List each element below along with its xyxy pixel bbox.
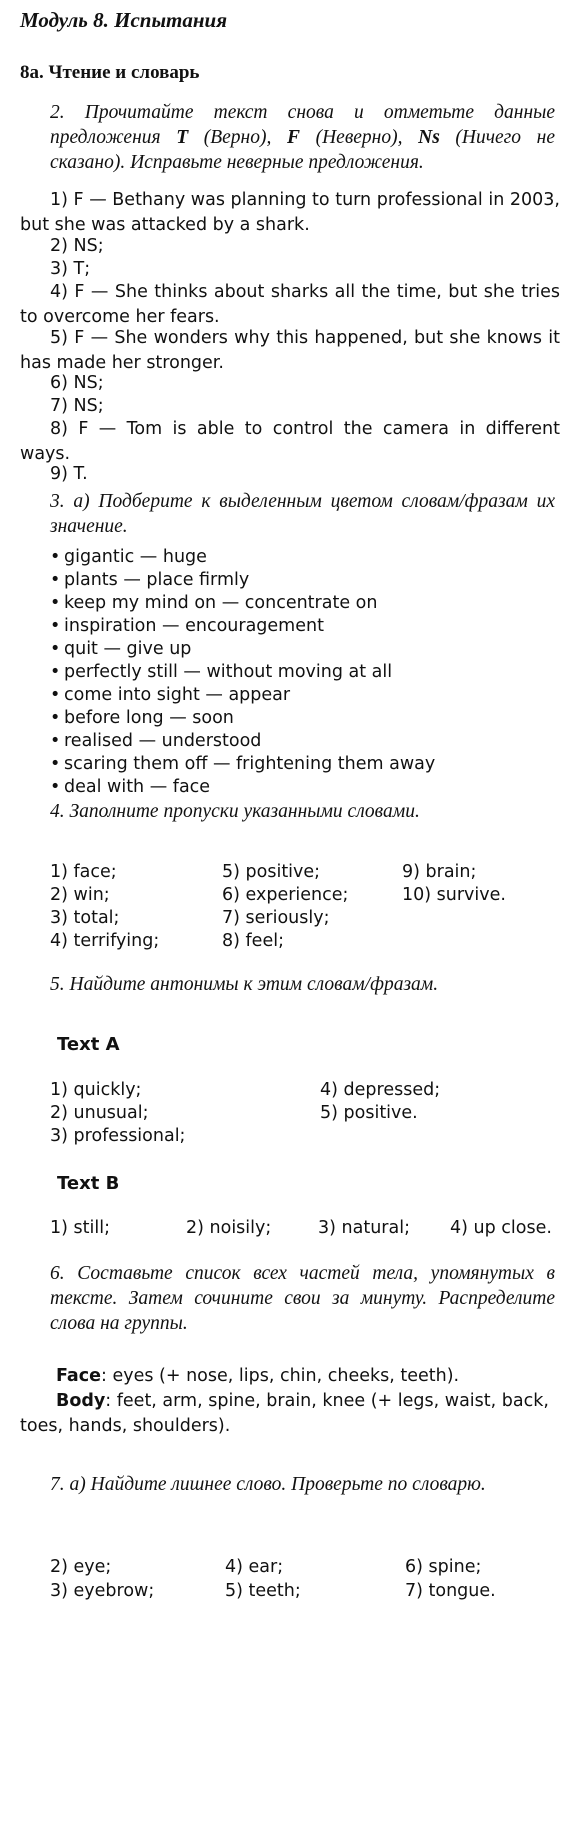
task4-answer: 9) brain; <box>402 862 477 882</box>
text-b-answer: 1) still; <box>50 1218 110 1238</box>
task4-answer: 5) positive; <box>222 862 321 882</box>
task7-answer: 6) spine; <box>405 1557 482 1577</box>
module-title: Модуль 8. Испытания <box>20 8 228 32</box>
text-a-answer: 3) professional; <box>50 1126 186 1146</box>
task4-answer: 10) survive. <box>402 885 506 905</box>
task7-answer: 7) tongue. <box>405 1581 496 1601</box>
section-title: 8а. Чтение и словарь <box>20 62 200 83</box>
task3-item: • come into sight — appear <box>50 685 290 705</box>
task4-answer: 2) win; <box>50 885 110 905</box>
task4-answer: 6) experience; <box>222 885 349 905</box>
task4-heading: 4. Заполните пропуски указанными словами. <box>50 801 420 822</box>
task2-answer: 4) F — She thinks about sharks all the time, but she tries to overcome her fears. <box>20 282 560 327</box>
text-a-answer: 4) depressed; <box>320 1080 441 1100</box>
text-b-answer: 4) up close. <box>450 1218 552 1238</box>
task7-heading: 7. а) Найдите лишнее слово. Проверьте по словарю. <box>50 1474 486 1495</box>
task2-heading: 2. Прочитайте текст снова и отметьте данные предложения T (Верно), F (Неверно), Ns (Ничего не сказано). Исправьте неверные предложения. <box>50 102 555 173</box>
task3-item: • scaring them off — frightening them away <box>50 754 435 774</box>
task3-item: • keep my mind on — concentrate on <box>50 593 377 613</box>
text-b-label: Text B <box>57 1173 120 1194</box>
text-a-answer: 2) unusual; <box>50 1103 149 1123</box>
task3-item: • deal with — face <box>50 777 210 797</box>
task3-item: • before long — soon <box>50 708 234 728</box>
task2-answer: 1) F — Bethany was planning to turn professional in 2003, but she was attacked by a shark. <box>20 190 560 235</box>
task3-item: • plants — place firmly <box>50 570 249 590</box>
task7-answer: 2) eye; <box>50 1557 112 1577</box>
task3-item: • inspiration — encouragement <box>50 616 324 636</box>
task2-answer: 8) F — Tom is able to control the camera in different ways. <box>20 419 560 464</box>
task4-answer: 4) terrifying; <box>50 931 160 951</box>
task4-answer: 1) face; <box>50 862 117 882</box>
task6-heading: 6. Составьте список всех частей тела, упомянутых в тексте. Затем сочините свои за минуту. Распределите слова на группы. <box>50 1263 555 1334</box>
task2-answer: 3) T; <box>50 259 91 279</box>
task2-answer: 7) NS; <box>50 396 104 416</box>
task4-answer: 8) feel; <box>222 931 284 951</box>
task6-body: Body: feet, arm, spine, brain, knee (+ legs, waist, back, toes, hands, shoulders). <box>20 1391 549 1436</box>
text-b-answer: 2) noisily; <box>186 1218 272 1238</box>
task3-heading: 3. а) Подберите к выделенным цветом словам/фразам их значение. <box>50 491 555 537</box>
task3-item: • gigantic — huge <box>50 547 207 567</box>
task4-answer: 7) seriously; <box>222 908 330 928</box>
text-a-answer: 1) quickly; <box>50 1080 142 1100</box>
task7-answer: 4) ear; <box>225 1557 284 1577</box>
task2-answer: 2) NS; <box>50 236 104 256</box>
task2-answer: 6) NS; <box>50 373 104 393</box>
text-a-label: Text A <box>57 1034 120 1055</box>
text-a-answer: 5) positive. <box>320 1103 418 1123</box>
task3-item: • quit — give up <box>50 639 191 659</box>
task2-answer: 9) T. <box>50 464 88 484</box>
task4-answer: 3) total; <box>50 908 120 928</box>
task7-answer: 5) teeth; <box>225 1581 301 1601</box>
task3-item: • perfectly still — without moving at all <box>50 662 392 682</box>
task3-item: • realised — understood <box>50 731 261 751</box>
text-b-answer: 3) natural; <box>318 1218 410 1238</box>
task2-answer: 5) F — She wonders why this happened, but she knows it has made her stronger. <box>20 328 560 373</box>
task5-heading: 5. Найдите антонимы к этим словам/фразам. <box>50 974 439 995</box>
task7-answer: 3) eyebrow; <box>50 1581 155 1601</box>
task6-face: Face: eyes (+ nose, lips, chin, cheeks, teeth). <box>56 1366 460 1386</box>
